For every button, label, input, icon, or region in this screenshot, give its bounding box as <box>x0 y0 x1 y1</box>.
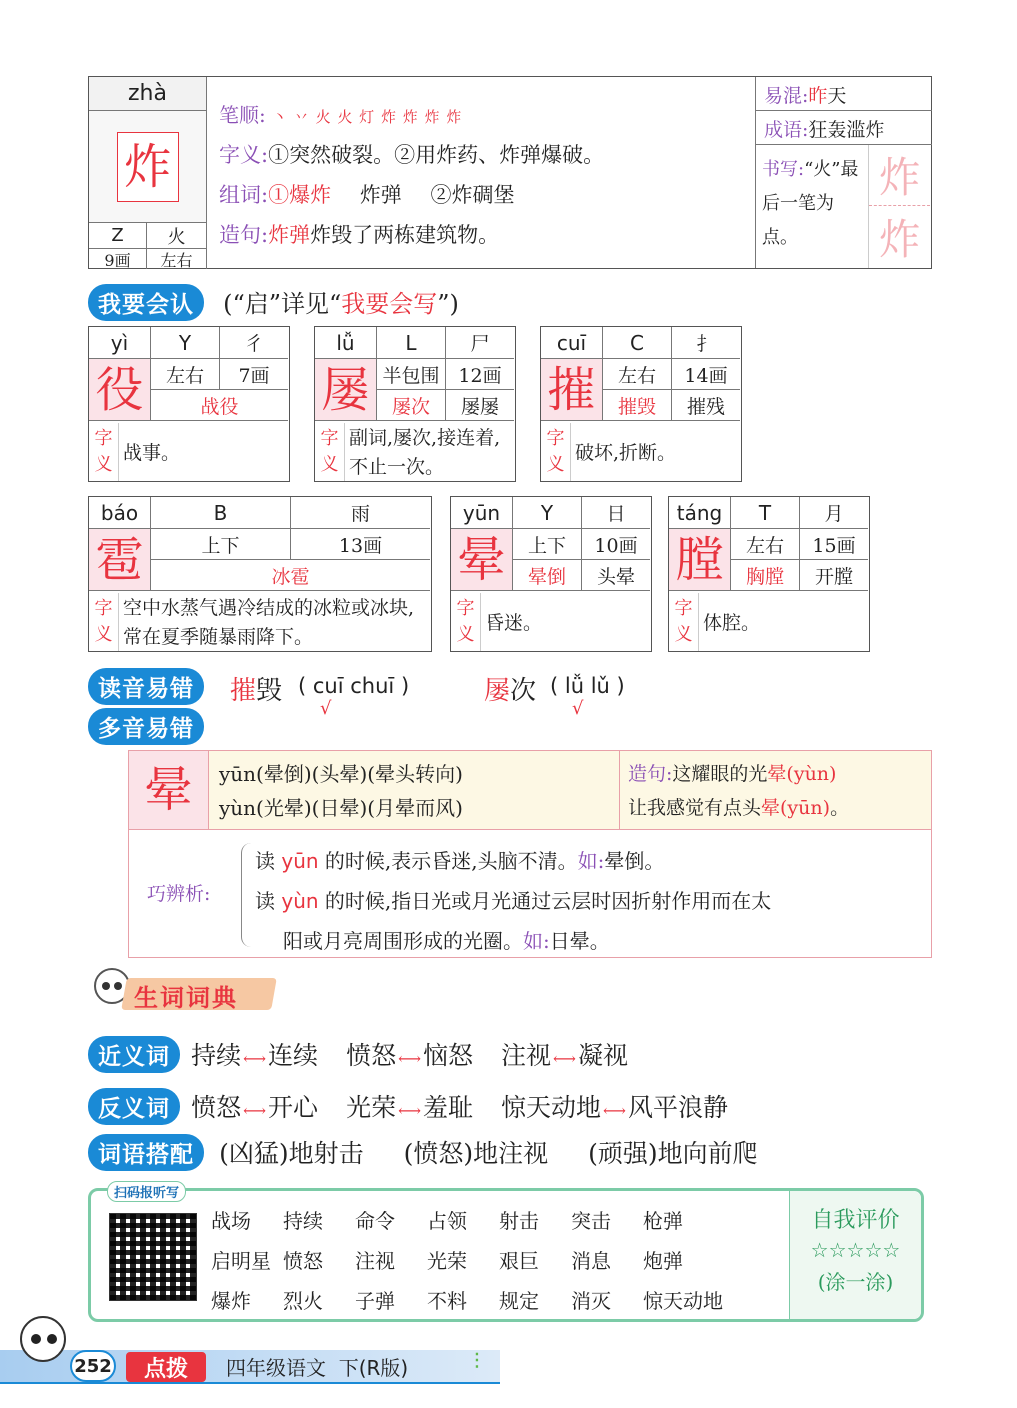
char-box <box>89 111 207 223</box>
ziyi-label-1: 字 <box>320 428 339 449</box>
page-number: 252 <box>70 1350 116 1382</box>
bx1-a: 读 <box>255 849 282 873</box>
double-arrow-icon: ⟷ <box>243 1049 267 1068</box>
word: 羞耻 <box>423 1093 474 1122</box>
ziyi-text: 体腔。 <box>703 611 761 634</box>
strokes: 14画 <box>672 359 740 390</box>
bx2-ru: 如: <box>523 929 550 953</box>
ziyi-label-1: 字 <box>674 598 693 619</box>
duoyin-zaoju <box>619 751 931 829</box>
double-arrow-icon: ⟷ <box>398 1101 422 1120</box>
char-box <box>315 359 377 421</box>
dapei-label: 词语搭配 <box>88 1134 204 1171</box>
bx1-py: yūn <box>281 849 319 873</box>
tingxie-words <box>211 1201 743 1321</box>
fanyi-label: 反义词 <box>88 1088 180 1125</box>
bx1-b: 的时候,表示昏迷,头脑不清。 <box>318 849 578 873</box>
tingxie-word: 消灭 <box>571 1289 611 1313</box>
strokes: 7画 <box>220 359 288 390</box>
char-card-5 <box>668 496 870 652</box>
card-char: 役 <box>95 361 144 418</box>
tingxie-word: 不料 <box>427 1289 467 1313</box>
tingxie-box <box>88 1188 924 1322</box>
double-arrow-icon: ⟷ <box>398 1049 422 1068</box>
zaoju-2a: 让我感觉有点头 <box>628 797 762 819</box>
duoyin-char-box <box>129 751 209 829</box>
word-1: 摧毁 <box>603 390 672 421</box>
bianxi-label: 巧辨析: <box>147 883 211 905</box>
duyin-word-2 <box>484 670 536 707</box>
word: 恼怒 <box>423 1041 474 1070</box>
ziyi-label: 字义: <box>219 143 269 167</box>
bx2-d: 日晕。 <box>549 929 610 953</box>
strokes: 13画 <box>291 529 430 560</box>
bx2-py: yùn <box>281 889 319 913</box>
duoyin-title: 多音易错 <box>88 708 204 745</box>
bishun: 丶 丷 火 火 灯 炸 炸 炸 炸 <box>272 108 463 126</box>
brace <box>241 843 251 947</box>
structure: 上下 <box>151 529 291 560</box>
pinyin: zhà <box>89 77 207 111</box>
w1-red: 摧 <box>230 676 257 706</box>
radical: 火 <box>147 223 207 249</box>
word-2: 开膛 <box>800 560 868 591</box>
tingxie-word: 光荣 <box>427 1249 467 1273</box>
word-1: 胸膛 <box>731 560 800 591</box>
ziyi-label <box>669 593 699 651</box>
zaoju-rest: 炸毁了两栋建筑物。 <box>310 223 500 247</box>
char-box <box>89 359 151 421</box>
bishun-label: 笔顺: <box>219 103 266 127</box>
pinyin: báo <box>89 497 151 529</box>
word-1: 冰雹 <box>151 560 430 591</box>
ziyi-label-1: 字 <box>456 598 475 619</box>
radical-letter: C <box>603 327 672 359</box>
yihun-label: 易混: <box>764 85 809 107</box>
fanyi-pair <box>501 1093 728 1122</box>
bx1-c: 晕倒。 <box>604 849 665 873</box>
char-card-zha <box>88 76 932 269</box>
ziyi-text: 昏迷。 <box>485 611 543 634</box>
structure: 左右 <box>603 359 672 390</box>
word: 注视 <box>501 1041 552 1070</box>
zuci-2: 炸弹 <box>359 183 402 207</box>
word: 惊天动地 <box>501 1093 602 1122</box>
word: 风平浪静 <box>627 1093 728 1122</box>
practice-char-2: 炸 <box>878 214 921 264</box>
zuci-1: ①爆炸 <box>268 183 332 207</box>
zaoju-2c: 。 <box>830 797 850 819</box>
star-rating[interactable]: ☆☆☆☆☆ <box>810 1238 901 1262</box>
word: 持续 <box>191 1041 242 1070</box>
tingxie-word: 启明星 <box>211 1249 271 1273</box>
tingxie-word: 占领 <box>427 1209 467 1233</box>
structure: 左右 <box>731 529 800 560</box>
zaoju-2b: 晕(yūn) <box>761 797 831 819</box>
fanyi-row <box>88 1088 728 1125</box>
ziyi: ①突然破裂。②用炸药、炸弹爆破。 <box>268 143 605 167</box>
w2-opt1: lǚ <box>564 674 585 698</box>
zaoju-label: 造句: <box>628 763 673 785</box>
word: 愤怒 <box>191 1093 242 1122</box>
structure: 上下 <box>513 529 582 560</box>
self-eval-hint: (涂一涂) <box>817 1270 894 1294</box>
jinyi-pair <box>346 1041 473 1070</box>
self-eval <box>789 1191 921 1319</box>
zaoju-1a: 这耀眼的光 <box>672 763 768 785</box>
radical: 扌 <box>672 327 740 359</box>
w1-opt1: cuī <box>312 674 344 698</box>
word-2: 摧残 <box>672 390 740 421</box>
tingxie-word: 艰巨 <box>499 1249 539 1273</box>
w1-opt2: chuī <box>350 674 395 698</box>
tingxie-word: 注视 <box>355 1249 395 1273</box>
ziyi-label-2: 义 <box>674 624 693 645</box>
yihun <box>756 77 932 111</box>
duyin-title: 读音易错 <box>88 668 204 705</box>
note-open: (“启”详见“ <box>223 290 342 318</box>
word: 连续 <box>268 1041 319 1070</box>
tingxie-word: 烈火 <box>283 1289 323 1313</box>
ziyi-label-2: 义 <box>94 454 113 475</box>
radical-letter: B <box>151 497 291 529</box>
radical: 月 <box>800 497 868 529</box>
ziyi-label-1: 字 <box>94 428 113 449</box>
char-card-3 <box>88 496 432 652</box>
tingxie-word: 消息 <box>571 1249 611 1273</box>
ziyi-label <box>89 423 119 481</box>
ziyi-label-1: 字 <box>94 598 113 619</box>
char-card-4 <box>450 496 652 652</box>
radical-letter: L <box>377 327 446 359</box>
word: 凝视 <box>577 1041 628 1070</box>
char-box <box>451 529 513 591</box>
duyin-options-1: ( cuī chuī ) <box>298 674 410 698</box>
tingxie-word: 愤怒 <box>283 1249 323 1273</box>
card-char: 晕 <box>457 531 506 588</box>
zuci-label: 组词: <box>219 183 269 207</box>
duoyin-header <box>88 708 204 745</box>
bx2-b: 的时候,指日光或月光通过云层时因折射作用而在太 <box>318 889 772 913</box>
char-box <box>541 359 603 421</box>
ziyi-label <box>89 593 119 651</box>
radical-letter: Y <box>513 497 582 529</box>
reading-1: yūn(晕倒)(头晕)(晕头转向) <box>219 762 463 786</box>
shuxie <box>762 153 866 255</box>
card-char: 膛 <box>675 531 724 588</box>
reading-2: yùn(光晕)(日晕)(月晕而风) <box>219 796 463 820</box>
radical-letter: T <box>731 497 800 529</box>
check-icon: √ <box>320 698 332 719</box>
tingxie-word: 枪弹 <box>643 1209 683 1233</box>
tingxie-word: 命令 <box>355 1209 395 1233</box>
tingxie-word: 惊天动地 <box>643 1289 723 1313</box>
yihun-rest: 天 <box>827 85 847 107</box>
ziyi-label-2: 义 <box>546 454 565 475</box>
qr-code-icon[interactable] <box>109 1213 197 1301</box>
strokes: 9画 <box>89 249 147 269</box>
ziyi-label <box>315 423 345 481</box>
w2-rest: 次 <box>510 676 537 706</box>
note-red: 我要会写 <box>341 290 438 318</box>
zaoju-1b: 晕(yùn) <box>767 763 837 785</box>
card-char: 摧 <box>547 361 596 418</box>
right-panel <box>755 77 931 268</box>
note-close: ”) <box>437 290 459 318</box>
duyin-options-2: ( lǚ lǔ ) <box>550 674 625 698</box>
word-1: 屡次 <box>377 390 446 421</box>
zaoju-label: 造句: <box>219 223 269 247</box>
bishun-row <box>219 99 462 128</box>
w2-opt2: lǔ <box>590 674 610 698</box>
ziyi-row <box>219 139 604 169</box>
ziyi-text: 战事。 <box>123 441 181 464</box>
card-char: 雹 <box>95 531 144 588</box>
chengyu-label: 成语: <box>764 119 809 141</box>
char-box <box>89 529 151 591</box>
char-card-2 <box>540 326 742 482</box>
double-arrow-icon: ⟷ <box>243 1101 267 1120</box>
tingxie-word: 炮弹 <box>643 1249 683 1273</box>
fanyi-pair <box>191 1093 318 1122</box>
zuci-3: ②炸碉堡 <box>430 183 515 207</box>
strokes: 15画 <box>800 529 868 560</box>
dapei-item: (愤怒)地注视 <box>403 1139 549 1168</box>
structure: 半包围 <box>377 359 446 390</box>
tingxie-tag: 扫码报听写 <box>107 1181 186 1202</box>
cidian-title: 生词词典 <box>134 984 238 1012</box>
ziyi-text: 破坏,折断。 <box>575 441 677 464</box>
renshi-title: 我要会认 <box>88 284 204 321</box>
word-2: 屡屡 <box>446 390 514 421</box>
radical: 彳 <box>220 327 288 359</box>
tingxie-row <box>211 1201 743 1241</box>
tingxie-word: 战场 <box>211 1209 251 1233</box>
duoyin-box <box>128 750 932 958</box>
chengyu-text: 狂轰滥炸 <box>808 119 885 141</box>
book-title: 四年级语文 下(R版) <box>226 1356 409 1380</box>
double-arrow-icon: ⟷ <box>553 1049 576 1068</box>
yihun-red: 昨 <box>808 85 828 107</box>
tingxie-row <box>211 1281 743 1321</box>
brand-logo: 点拨 <box>126 1352 206 1382</box>
bx2-c: 阳或月亮周围形成的光圈。 <box>283 929 523 953</box>
duyin-word-1 <box>230 670 282 707</box>
duoyin-char: 晕 <box>144 762 193 818</box>
duyin-row <box>88 668 938 719</box>
radical: 日 <box>582 497 650 529</box>
jinyi-row <box>88 1036 628 1073</box>
structure: 左右 <box>147 249 207 269</box>
word: 光荣 <box>346 1093 397 1122</box>
word-1: 晕倒 <box>513 560 582 591</box>
ziyi-label <box>451 593 481 651</box>
bianxi-text <box>255 841 771 961</box>
practice-char-1: 炸 <box>869 145 930 206</box>
shuxie-text: “火”最后一笔为点。 <box>762 159 859 248</box>
bx2-a: 读 <box>255 889 282 913</box>
w1-rest: 毁 <box>256 676 283 706</box>
char-box <box>669 529 731 591</box>
word-1: 战役 <box>151 390 288 421</box>
dapei-row <box>88 1134 758 1171</box>
dapei-item: (凶猛)地射击 <box>219 1139 364 1168</box>
tingxie-word: 突击 <box>571 1209 611 1233</box>
renshi-note <box>223 290 459 318</box>
ziyi-label <box>541 423 571 481</box>
word: 开心 <box>268 1093 319 1122</box>
tingxie-word: 子弹 <box>355 1289 395 1313</box>
radical: 雨 <box>291 497 430 529</box>
radical-letter: Z <box>89 223 147 249</box>
renshi-header <box>88 284 459 321</box>
jinyi-label: 近义词 <box>88 1036 180 1073</box>
tingxie-word: 规定 <box>499 1289 539 1313</box>
fanyi-pair <box>346 1093 473 1122</box>
practice-boxes <box>868 145 930 268</box>
double-arrow-icon: ⟷ <box>603 1101 626 1120</box>
pinyin: táng <box>669 497 731 529</box>
panda-mascot-icon <box>20 1316 66 1362</box>
tingxie-word: 持续 <box>283 1209 323 1233</box>
tingxie-word: 射击 <box>499 1209 539 1233</box>
ziyi-text: 空中水蒸气遇冷结成的冰粒或冰块,常在夏季随暴雨降下。 <box>123 597 415 648</box>
w2-red: 屡 <box>484 676 511 706</box>
main-char: 炸 <box>123 138 172 195</box>
word-2: 头晕 <box>582 560 650 591</box>
char-card-1 <box>314 326 516 482</box>
cidian-header <box>88 966 288 1018</box>
bx1-ru: 如: <box>577 849 605 873</box>
self-eval-title: 自我评价 <box>811 1208 900 1233</box>
pinyin: yūn <box>451 497 513 529</box>
jinyi-pair <box>501 1041 628 1070</box>
zuci-row <box>219 179 514 209</box>
structure: 左右 <box>151 359 220 390</box>
card-char: 屡 <box>321 361 370 418</box>
ziyi-text: 副词,屡次,接连着,不止一次。 <box>349 427 501 478</box>
tingxie-word: 爆炸 <box>211 1289 251 1313</box>
shuxie-label: 书写: <box>762 159 805 180</box>
pinyin: yì <box>89 327 151 359</box>
tingxie-row <box>211 1241 743 1281</box>
dapei-item: (顽强)地向前爬 <box>588 1139 758 1168</box>
ziyi-label-2: 义 <box>320 454 339 475</box>
strokes: 12画 <box>446 359 514 390</box>
ziyi-label-1: 字 <box>546 428 565 449</box>
char-card-0 <box>88 326 290 482</box>
radical-letter: Y <box>151 327 220 359</box>
ziyi-label-2: 义 <box>94 624 113 645</box>
word: 愤怒 <box>346 1041 397 1070</box>
strokes: 10画 <box>582 529 650 560</box>
duoyin-readings <box>209 751 619 829</box>
ziyi-label-2: 义 <box>456 624 475 645</box>
check-icon: √ <box>572 698 584 719</box>
radical: 尸 <box>446 327 514 359</box>
zaoju-red: 炸弹 <box>268 223 311 247</box>
bamboo-icon: ⫶ <box>474 1350 480 1375</box>
pinyin: cuī <box>541 327 603 359</box>
jinyi-pair <box>191 1041 318 1070</box>
zaoju-row <box>219 219 499 249</box>
pinyin: lǚ <box>315 327 377 359</box>
chengyu <box>756 111 932 145</box>
